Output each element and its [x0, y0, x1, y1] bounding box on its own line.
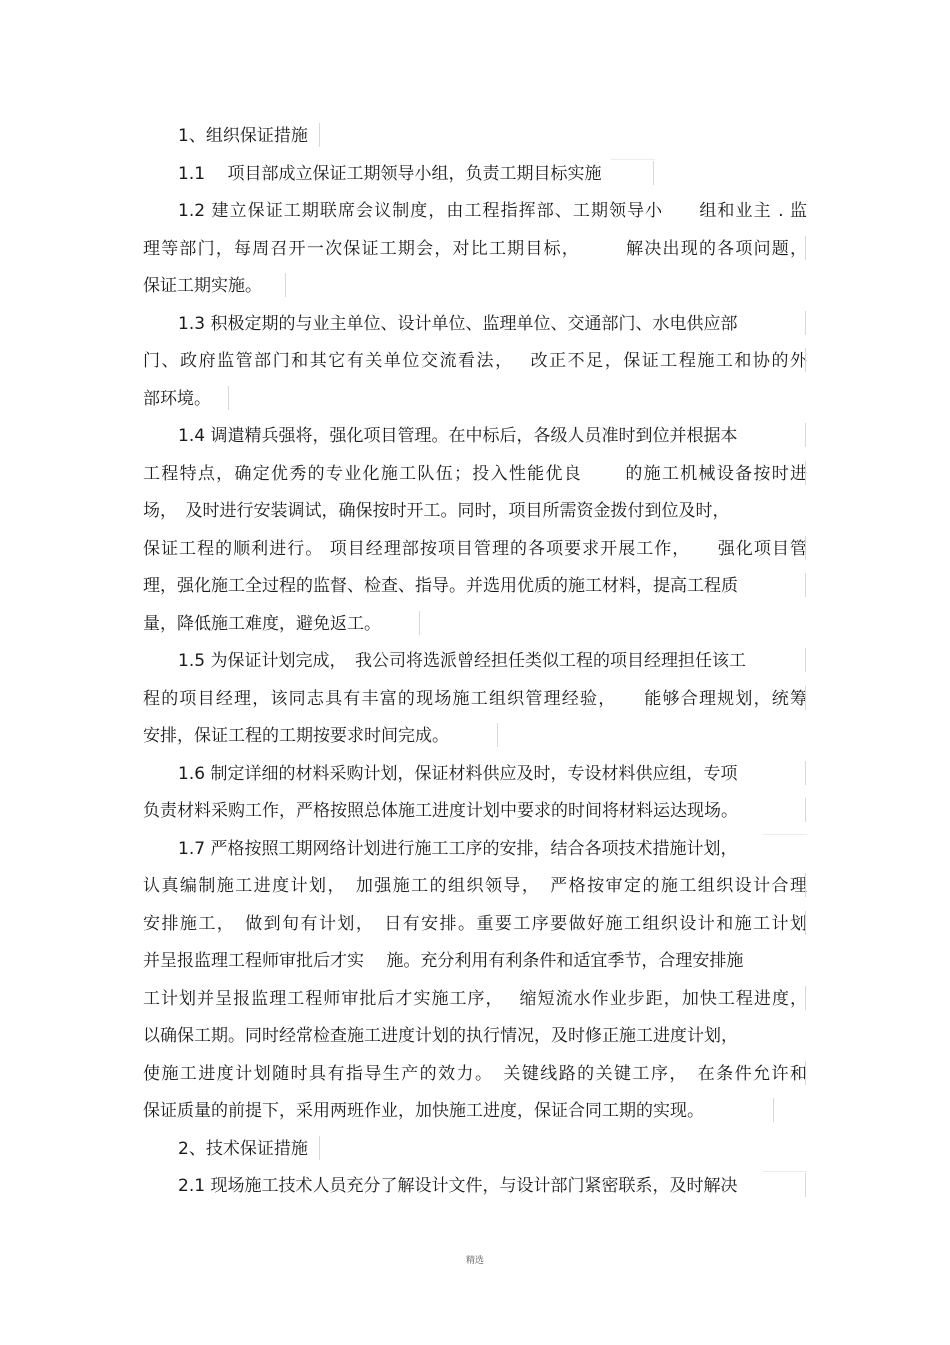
text-line: 理，强化施工全过程的监督、检查、指导。并选用优质的施工材料，提高工程质 — [143, 571, 807, 609]
text-line: 1、组织保证措施 — [143, 121, 807, 159]
text-line: 1.6 制定详细的材料采购计划，保证材料供应及时，专设材料供应组，专项 — [143, 759, 807, 797]
text-line: 使施工进度计划随时具有指导生产的效力。 关键线路的关键工序， 在条件允许和 — [143, 1059, 807, 1097]
text-line: 量，降低施工难度，避免返工。 — [143, 609, 807, 647]
text-line: 1.2 建立保证工期联席会议制度，由工程指挥部、工期领导小 组和业主 . 监 — [178, 201, 807, 221]
text-line: 1.5 为保证计划完成， 我公司将选派曾经担任类似工程的项目经理担任该工 — [143, 646, 807, 684]
text-line: 程的项目经理，该同志具有丰富的现场施工组织管理经验， 能够合理规划，统筹 — [143, 684, 807, 722]
text-line: 安排，保证工程的工期按要求时间完成。 — [143, 721, 807, 759]
text-line: 保证质量的前提下，采用两班作业，加快施工进度，保证合同工期的实现。 — [143, 1096, 807, 1134]
text-line: 1.4 调遣精兵强将，强化项目管理。在中标后，各级人员准时到位并根据本 — [143, 421, 807, 459]
text-line: 门、政府监管部门和其它有关单位交流看法， 改正不足，保证工程施工和协的外 — [143, 346, 807, 384]
text-line: 保证工期实施。 — [143, 271, 807, 309]
text-line: 部环境。 — [143, 384, 807, 422]
text-line: 2.1 现场施工技术人员充分了解设计文件，与设计部门紧密联系，及时解决 — [143, 1171, 807, 1209]
text-line: 并呈报监理工程师审批后才实 施。充分利用有利条件和适宜季节，合理安排施 — [143, 951, 744, 971]
page-footer: 精选 — [465, 1256, 484, 1266]
text-line: 场， 及时进行安装调试，确保按时开工。同时，项目所需资金拨付到位及时， — [143, 501, 730, 521]
text-line: 1.7 严格按照工期网络计划进行施工工序的安排，结合各项技术措施计划， — [143, 834, 807, 872]
text-line: 认真编制施工进度计划， 加强施工的组织领导， 严格按审定的施工组织设计合理 — [143, 871, 807, 909]
text-line: 1.1 项目部成立保证工期领导小组，负责工期目标实施 — [143, 159, 807, 197]
text-line: 安排施工， 做到旬有计划， 日有安排。重要工序要做好施工组织设计和施工计划 — [143, 909, 807, 947]
text-line: 理等部门，每周召开一次保证工期会，对比工期目标， 解决出现的各项问题， — [143, 234, 807, 272]
text-line: 1.3 积极定期的与业主单位、设计单位、监理单位、交通部门、水电供应部 — [143, 309, 807, 347]
text-line: 保证工程的顺利进行。 项目经理部按项目管理的各项要求开展工作， 强化项目管 — [143, 534, 807, 572]
text-line: 工程特点，确定优秀的专业化施工队伍；投入性能优良 的施工机械设备按时进 — [143, 459, 807, 497]
text-line: 工计划并呈报监理工程师审批后才实施工序， 缩短流水作业步距，加快工程进度， — [143, 984, 807, 1022]
text-line: 负责材料采购工作，严格按照总体施工进度计划中要求的时间将材料运达现场。 — [143, 796, 807, 834]
document-body — [143, 121, 807, 1209]
text-line: 以确保工期。同时经常检查施工进度计划的执行情况，及时修正施工进度计划， — [143, 1026, 738, 1046]
text-line: 2、技术保证措施 — [143, 1134, 807, 1172]
